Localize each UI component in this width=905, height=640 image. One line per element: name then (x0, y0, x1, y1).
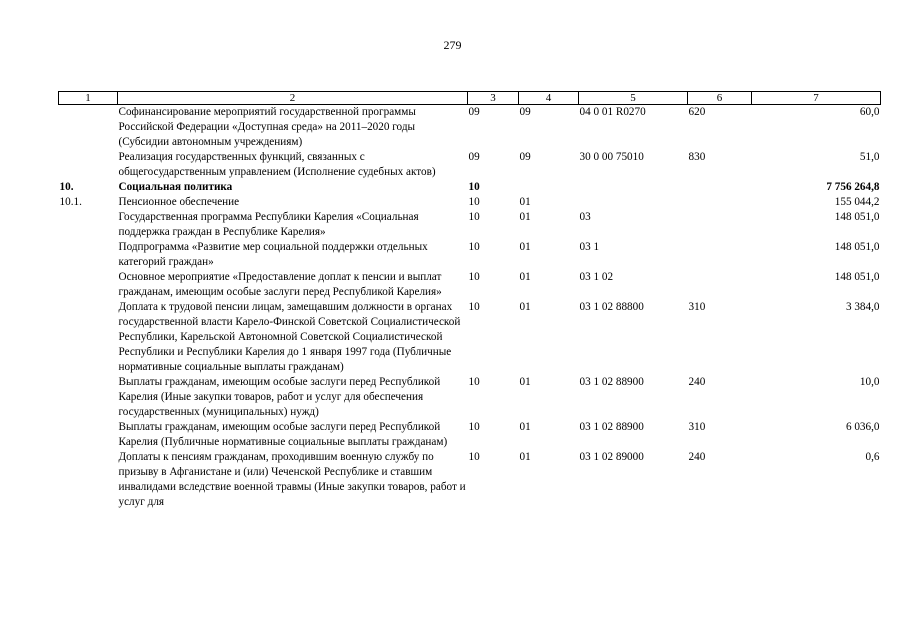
header-col-6: 6 (688, 92, 752, 105)
table-row (59, 270, 881, 300)
row-amount: 155 044,2 (834, 196, 880, 208)
row-number (59, 105, 118, 151)
row-expense-type: 620 (688, 106, 706, 118)
row-name: Основное мероприятие «Предоставление доплат к пенсии и выплат гражданам, имеющим особые заслуги перед Республикой Карелия» (118, 271, 442, 298)
row-target-article: 03 1 02 88900 (579, 376, 644, 388)
row-name: Пенсионное обеспечение (118, 196, 240, 208)
row-name: Выплаты гражданам, имеющим особые заслуги перед Республикой Карелия (Публичные нормативные социальные выплаты гражданам) (118, 421, 448, 448)
row-name: Софинансирование мероприятий государственной программы Российской Федерации «Доступная среда» на 2011–2020 годы (Субсидии автономным учреждениям) (118, 106, 416, 148)
row-number (59, 240, 118, 270)
row-subsection: 09 (519, 151, 531, 163)
header-col-1: 1 (59, 92, 118, 105)
row-amount: 3 384,0 (845, 301, 880, 313)
row-expense-type (688, 180, 752, 195)
table-header (59, 92, 881, 105)
row-name: Доплата к трудовой пенсии лицам, замещавшим должности в органах государственной власти Карело-Финской Советской Социалистической Республики, Карельской Автономной Советской Социалистической Республики и Республики Карелия до 1 января 1997 года (Публичные нормативные социальные выплаты гражданам) (118, 301, 461, 373)
row-expense-type: 310 (688, 301, 706, 313)
row-target-article: 04 0 01 R0270 (579, 106, 646, 118)
page-number: 279 (443, 38, 462, 52)
table-row (59, 420, 881, 450)
row-section: 10 (468, 301, 480, 313)
header-col-2: 2 (118, 92, 468, 105)
row-target-article: 30 0 00 75010 (579, 151, 644, 163)
row-number (59, 150, 118, 180)
header-col-3: 3 (468, 92, 519, 105)
row-amount: 148 051,0 (834, 241, 880, 253)
table-row (59, 300, 881, 375)
table-row (59, 195, 881, 210)
row-amount: 6 036,0 (845, 421, 880, 433)
row-number (59, 270, 118, 300)
row-target-article: 03 1 02 88900 (579, 421, 644, 433)
row-amount: 51,0 (859, 151, 880, 163)
row-amount: 60,0 (859, 106, 880, 118)
table-row (59, 375, 881, 420)
table-row (59, 180, 881, 195)
row-subsection: 01 (519, 301, 531, 313)
row-expense-type: 240 (688, 376, 706, 388)
row-number (59, 450, 118, 510)
row-target-article: 03 1 02 88800 (579, 301, 644, 313)
row-target-article: 03 1 (579, 241, 600, 253)
row-amount: 148 051,0 (834, 211, 880, 223)
table-row (59, 150, 881, 180)
row-amount: 7 756 264,8 (826, 181, 880, 193)
row-amount: 0,6 (865, 451, 880, 463)
row-amount: 10,0 (859, 376, 880, 388)
row-expense-type (688, 195, 752, 210)
row-target-article: 03 (579, 211, 591, 223)
table-row (59, 105, 881, 151)
header-col-4: 4 (519, 92, 579, 105)
row-subsection: 01 (519, 376, 531, 388)
row-name: Государственная программа Республики Карелия «Социальная поддержка граждан в Республике Карелия» (118, 211, 419, 238)
row-section: 10 (468, 181, 480, 193)
row-number (59, 375, 118, 420)
row-section: 10 (468, 196, 480, 208)
row-section: 09 (468, 151, 480, 163)
row-target-article (579, 195, 688, 210)
row-number (59, 420, 118, 450)
row-section: 10 (468, 211, 480, 223)
row-target-article: 03 1 02 (579, 271, 614, 283)
row-subsection: 01 (519, 451, 531, 463)
row-section: 10 (468, 451, 480, 463)
row-section: 10 (468, 376, 480, 388)
header-col-7: 7 (752, 92, 881, 105)
row-expense-type: 310 (688, 421, 706, 433)
row-subsection: 09 (519, 106, 531, 118)
row-expense-type: 240 (688, 451, 706, 463)
row-amount: 148 051,0 (834, 271, 880, 283)
row-name: Выплаты гражданам, имеющим особые заслуги перед Республикой Карелия (Иные закупки товаров, работ и услуг для обеспечения государственных (муниципальных) нужд) (118, 376, 441, 418)
table-row (59, 210, 881, 240)
budget-table (58, 91, 881, 510)
row-number: 10.1. (59, 196, 82, 208)
row-section: 10 (468, 271, 480, 283)
row-expense-type (688, 270, 752, 300)
header-row (59, 92, 881, 105)
row-subsection: 01 (519, 241, 531, 253)
row-subsection: 01 (519, 211, 531, 223)
row-subsection: 01 (519, 421, 531, 433)
row-section: 10 (468, 241, 480, 253)
row-name: Социальная политика (118, 181, 233, 193)
row-expense-type (688, 240, 752, 270)
header-col-5: 5 (579, 92, 688, 105)
row-name: Подпрограмма «Развитие мер социальной поддержки отдельных категорий граждан» (118, 241, 428, 268)
row-target-article: 03 1 02 89000 (579, 451, 644, 463)
row-section: 09 (468, 106, 480, 118)
row-subsection: 01 (519, 271, 531, 283)
row-expense-type (688, 210, 752, 240)
row-expense-type: 830 (688, 151, 706, 163)
row-section: 10 (468, 421, 480, 433)
table-body (59, 105, 881, 511)
row-number (59, 300, 118, 375)
row-subsection (519, 180, 579, 195)
row-name: Доплаты к пенсиям гражданам, проходившим военную службу по призыву в Афганистане и (или) Чеченской Республике и ставшим инвалидами вследствие военной травмы (Иные закупки товаров, работ и услуг для (118, 451, 466, 508)
table-row (59, 240, 881, 270)
row-target-article (579, 180, 688, 195)
table-row (59, 450, 881, 510)
row-name: Реализация государственных функций, связанных с общегосударственным управлением (Исполнение судебных актов) (118, 151, 436, 178)
row-number: 10. (59, 181, 74, 193)
row-number (59, 210, 118, 240)
row-subsection: 01 (519, 196, 531, 208)
